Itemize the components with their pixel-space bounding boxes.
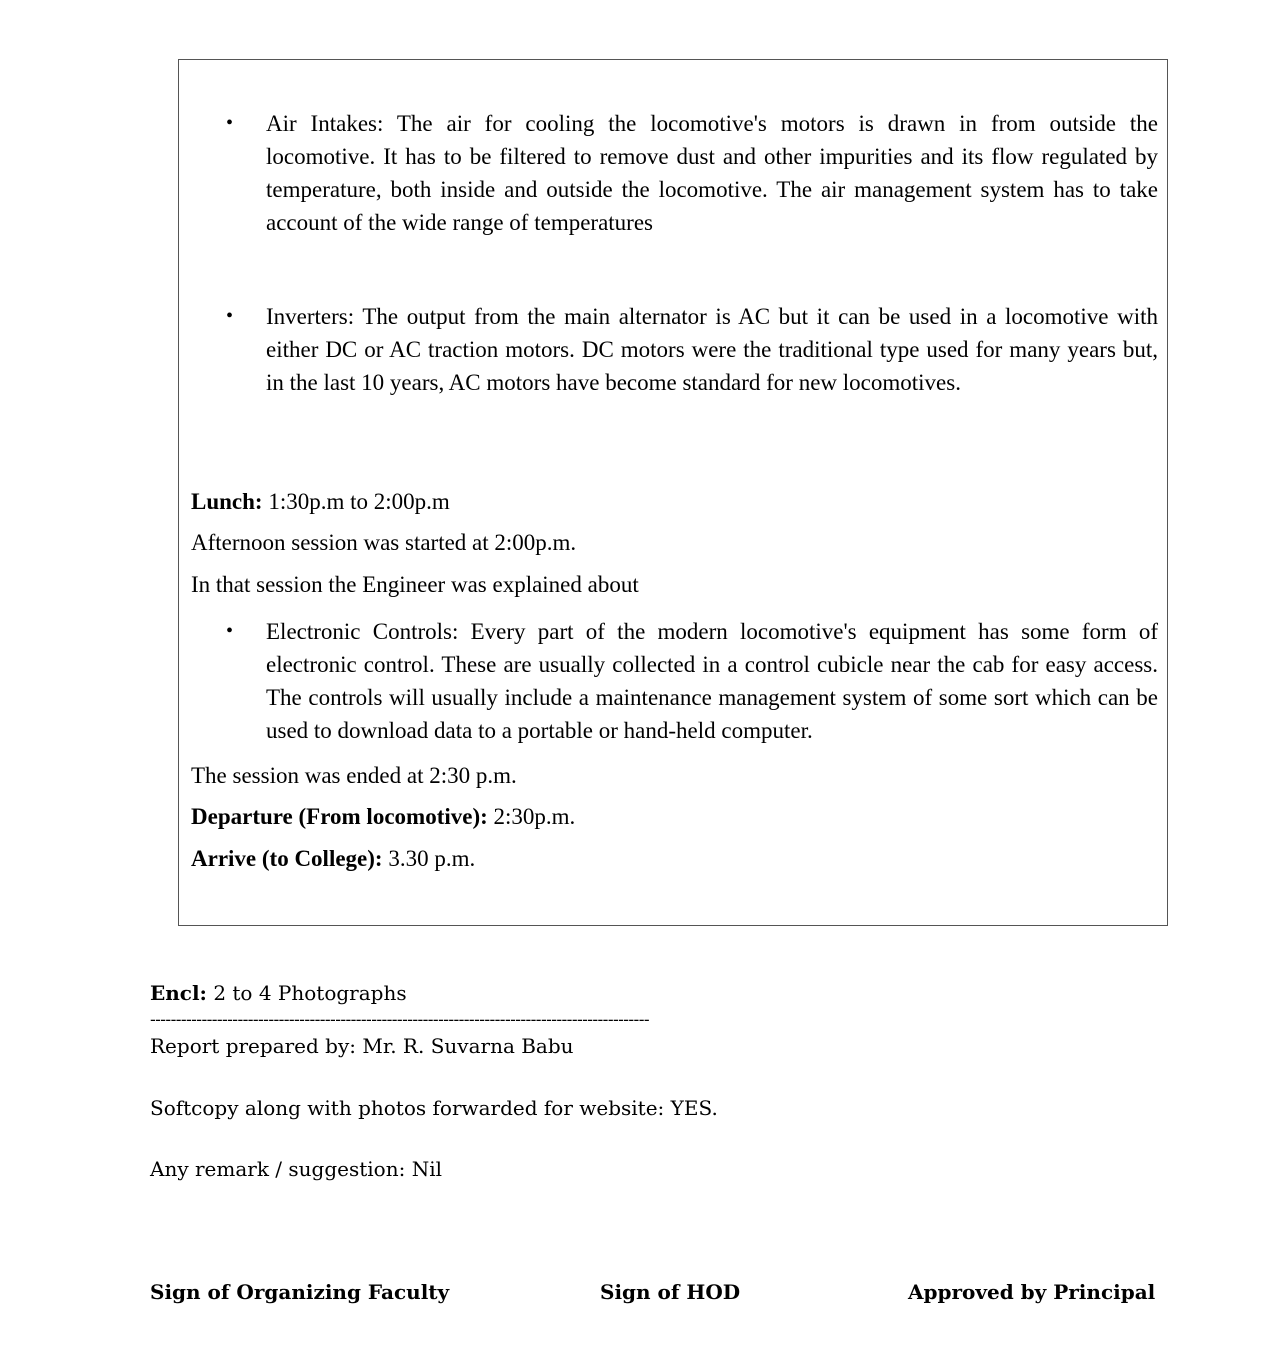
afternoon-start-line: Afternoon session was started at 2:00p.m. <box>191 530 577 555</box>
bullet-inverters-text: Inverters: The output from the main alternator is AC but it can be used in a locomotive with either DC or AC traction motors. DC motors were the traditional type used for many years but, in the last 10 years, AC motors have become standard for new locomotives. <box>266 304 1158 395</box>
remark-line: Any remark / suggestion: Nil <box>150 1157 442 1181</box>
bullet-icon: • <box>226 112 234 134</box>
bullet-icon: • <box>226 305 234 327</box>
bullet-electronic-controls-text: Electronic Controls: Every part of the modern locomotive's equipment has some form of electronic control. These are usually collected in a control cubicle near the cab for easy access. The controls will usually include a maintenance management system of some sort which can be used to download data to a portable or hand-held computer. <box>266 619 1158 743</box>
enclosure-line <box>150 981 407 1005</box>
bullet-air-intakes-text: Air Intakes: The air for cooling the locomotive's motors is drawn in from outside the locomotive. It has to be filtered to remove dust and other impurities and its flow regulated by temperature, both inside and outside the locomotive. The air management system has to take account of the wide range of temperatures <box>266 111 1158 235</box>
lunch-label: Lunch: <box>191 489 263 514</box>
approved-by-principal: Approved by Principal <box>908 1280 1156 1304</box>
report-content-box <box>178 59 1168 926</box>
encl-value: 2 to 4 Photographs <box>213 981 407 1005</box>
softcopy-line: Softcopy along with photos forwarded for website: YES. <box>150 1096 718 1120</box>
bullet-icon: • <box>226 620 234 642</box>
bullet-inverters <box>226 300 1158 399</box>
prepared-by-line: Report prepared by: Mr. R. Suvarna Babu <box>150 1034 574 1058</box>
lunch-line <box>191 489 450 515</box>
bullet-electronic-controls <box>226 615 1158 747</box>
explained-intro-line: In that session the Engineer was explained about <box>191 572 639 597</box>
dashed-separator: ------------------------------------------------------------------------------------------------- <box>150 1010 649 1030</box>
departure-label: Departure (From locomotive): <box>191 804 488 829</box>
departure-value: 2:30p.m. <box>493 804 576 829</box>
arrive-line <box>191 846 475 872</box>
arrive-value: 3.30 p.m. <box>388 846 476 871</box>
sign-hod: Sign of HOD <box>600 1280 741 1304</box>
session-end-line: The session was ended at 2:30 p.m. <box>191 763 517 788</box>
sign-organizing-faculty: Sign of Organizing Faculty <box>150 1280 450 1304</box>
arrive-label: Arrive (to College): <box>191 846 383 871</box>
lunch-value: 1:30p.m to 2:00p.m <box>268 489 450 514</box>
departure-line <box>191 804 575 830</box>
encl-label: Encl: <box>150 981 207 1005</box>
bullet-air-intakes <box>226 107 1158 239</box>
